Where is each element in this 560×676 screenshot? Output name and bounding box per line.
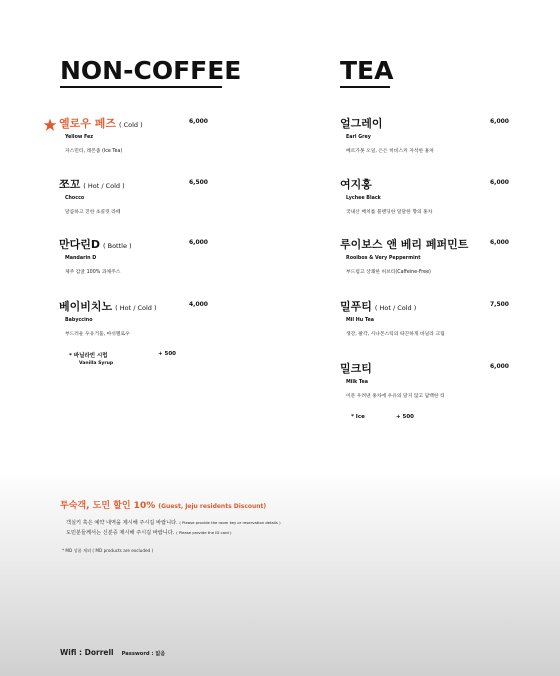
- item-description: 생강, 팔각, 시나몬스틱의 따끈하게 바닐라 크림: [346, 332, 445, 337]
- menu-item-chocco: [59, 178, 208, 215]
- discount-title: 투숙객, 도민 할인 10% (Guest, Jeju residents Discount): [60, 501, 267, 511]
- addon-ice: [351, 414, 415, 420]
- wifi-name: Wifi : Dorrell: [60, 648, 114, 657]
- item-price: 7,500: [490, 301, 509, 308]
- addon-label: * Ice: [351, 414, 365, 420]
- discount-note-id-card: 도민분들께서는 신분증 제시해 주시길 바랍니다. ( Please provide the ID card ): [66, 530, 232, 536]
- item-name: 루이보스 앤 베리 페퍼민트: [340, 238, 469, 251]
- item-description: 자스민티, 레몬즙 (Ice Tea): [65, 149, 123, 154]
- addon-price: + 500: [396, 414, 415, 420]
- item-name: 옐로우 페즈 ( Cold ): [59, 117, 143, 130]
- item-name: 베이비치노 ( Hot / Cold ): [59, 300, 157, 313]
- menu-item-mil-hu-tea: [340, 300, 509, 337]
- non-coffee-title: NON-COFFEE: [60, 56, 242, 85]
- menu-item-rooibos-peppermint: [340, 238, 509, 275]
- menu-item-mandarin-d: [59, 238, 208, 275]
- item-description: 제주 감귤 100% 과채주스: [65, 270, 121, 275]
- item-english-name: Babyccino: [65, 318, 93, 323]
- menu-item-yellow-fez: [59, 117, 208, 154]
- addon-english-name: Vanilla Syrup: [79, 361, 114, 366]
- item-english-name: Earl Grey: [346, 135, 371, 140]
- item-price: 6,000: [490, 118, 509, 125]
- item-description: 베르가못 오일, 은은 히비스커 자석한 홍차: [346, 149, 434, 154]
- non-coffee-underline: [60, 86, 222, 88]
- item-name: 밀푸티 ( Hot / Cold ): [340, 300, 417, 313]
- item-price: 6,000: [189, 118, 208, 125]
- item-price: 6,000: [490, 363, 509, 370]
- item-english-name: Yellow Fez: [65, 135, 94, 140]
- discount-note-room-key: 객실키 혹은 예약 내역을 제시해 주시길 바랍니다. ( Please provide the room key or reservation details ): [66, 520, 281, 526]
- wifi-password: Password : 없음: [121, 651, 166, 657]
- item-price: 6,000: [189, 239, 208, 246]
- addon-vanilla-syrup: [69, 351, 177, 366]
- item-name: 얼그레이: [340, 117, 383, 130]
- item-description: 부드럽고 상쾌한 허브티(Caffeine-Free): [346, 270, 431, 275]
- item-english-name: Lychee Black: [346, 196, 381, 201]
- item-english-name: Chocco: [65, 196, 85, 201]
- menu-item-babyccino: [59, 300, 208, 337]
- item-description: 부드러운 우유거품, 마쉬멜로우: [65, 332, 130, 337]
- tea-title: TEA: [340, 56, 394, 85]
- item-price: 4,000: [189, 301, 208, 308]
- item-english-name: Mil Hu Tea: [346, 318, 374, 323]
- item-name: 쪼꼬 ( Hot / Cold ): [59, 178, 125, 191]
- item-price: 6,000: [490, 179, 509, 186]
- addon-label: * 바닐라빈 시럽: [69, 353, 108, 359]
- menu-item-milk-tea: [340, 362, 509, 399]
- menu-item-lychee-black: [340, 178, 509, 215]
- addon-price: + 500: [158, 351, 177, 357]
- item-english-name: Mandarin D: [65, 256, 97, 261]
- item-price: 6,500: [189, 179, 208, 186]
- item-name: 만다린D ( Bottle ): [59, 238, 132, 251]
- item-name: 여지홍: [340, 178, 372, 191]
- item-english-name: Milk Tea: [346, 380, 369, 385]
- item-english-name: Rooibos & Very Peppermint: [346, 256, 421, 261]
- item-name: 밀크티: [340, 362, 372, 375]
- item-description: 이문 우려낸 홍차에 우유의 달지 않고 담백한 티: [346, 394, 445, 399]
- item-description: 달콤하고 진한 초콜릿 라떼: [65, 210, 121, 215]
- item-price: 6,000: [490, 239, 509, 246]
- tea-underline: [340, 86, 390, 88]
- item-description: 국내산 배치를 블랜딩한 달달한 향의 홍차: [346, 210, 433, 215]
- star-icon: [43, 118, 57, 132]
- wifi-info: [60, 648, 165, 657]
- menu-item-earl-grey: [340, 117, 509, 154]
- md-exclusion-note: * MD 상품 제외 ( MD products are excluded ): [62, 548, 154, 553]
